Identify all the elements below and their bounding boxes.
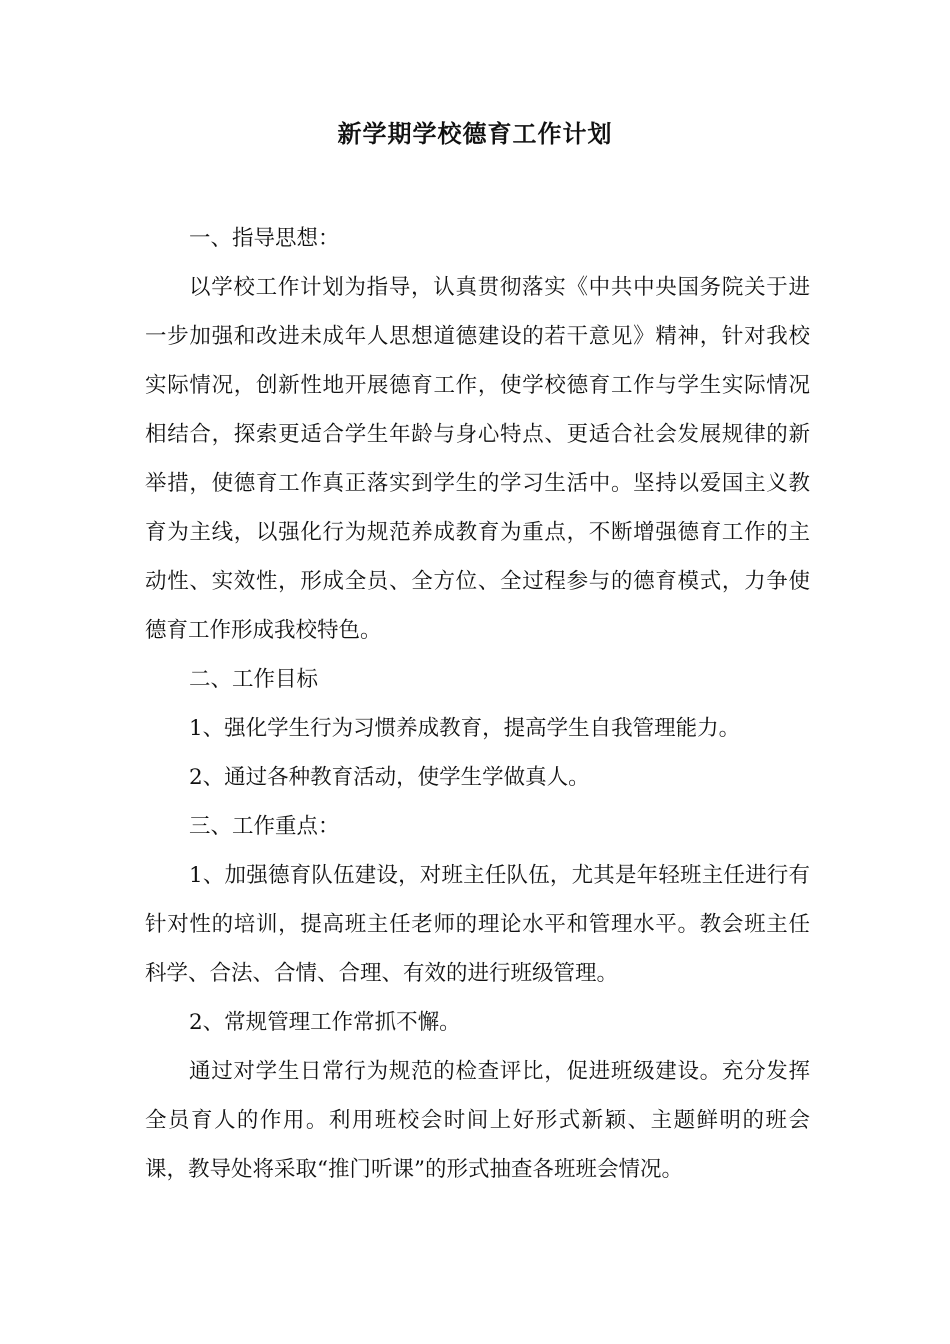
focus-item-1: 1、加强德育队伍建设，对班主任队伍，尤其是年轻班主任进行有针对性的培训，提高班主任老师的理论水平和管理水平。教会班主任科学、合法、合情、合理、有效的进行班级管理。 <box>145 863 810 986</box>
document-body <box>145 214 810 1194</box>
goal-item-1: 1、强化学生行为习惯养成教育，提高学生自我管理能力。 <box>189 716 741 741</box>
goal-item-2: 2、通过各种教育活动，使学生学做真人。 <box>189 765 590 790</box>
paragraph-guiding-thought: 以学校工作计划为指导，认真贯彻落实《中共中央国务院关于进一步加强和改进未成年人思想道德建设的若干意见》精神，针对我校实际情况，创新性地开展德育工作，使学校德育工作与学生实际情况相结合，探索更适合学生年龄与身心特点、更适合社会发展规律的新举措，使德育工作真正落实到学生的学习生活中。坚持以爱国主义教育为主线，以强化行为规范养成教育为重点，不断增强德育工作的主动性、实效性，形成全员、全方位、全过程参与的德育模式，力争使德育工作形成我校特色。 <box>145 275 810 643</box>
section-heading-work-goals: 二、工作目标 <box>189 667 319 692</box>
document-title: 新学期学校德育工作计划 <box>337 120 613 148</box>
focus-item-2: 2、常规管理工作常抓不懈。 <box>189 1010 461 1035</box>
section-heading-guiding-thought: 一、指导思想： <box>189 226 340 251</box>
paragraph-routine-management: 通过对学生日常行为规范的检查评比，促进班级建设。充分发挥全员育人的作用。利用班校会时间上好形式新颖、主题鲜明的班会课，教导处将采取“推门听课”的形式抽查各班班会情况。 <box>145 1059 810 1182</box>
section-heading-work-focus: 三、工作重点： <box>189 814 340 839</box>
